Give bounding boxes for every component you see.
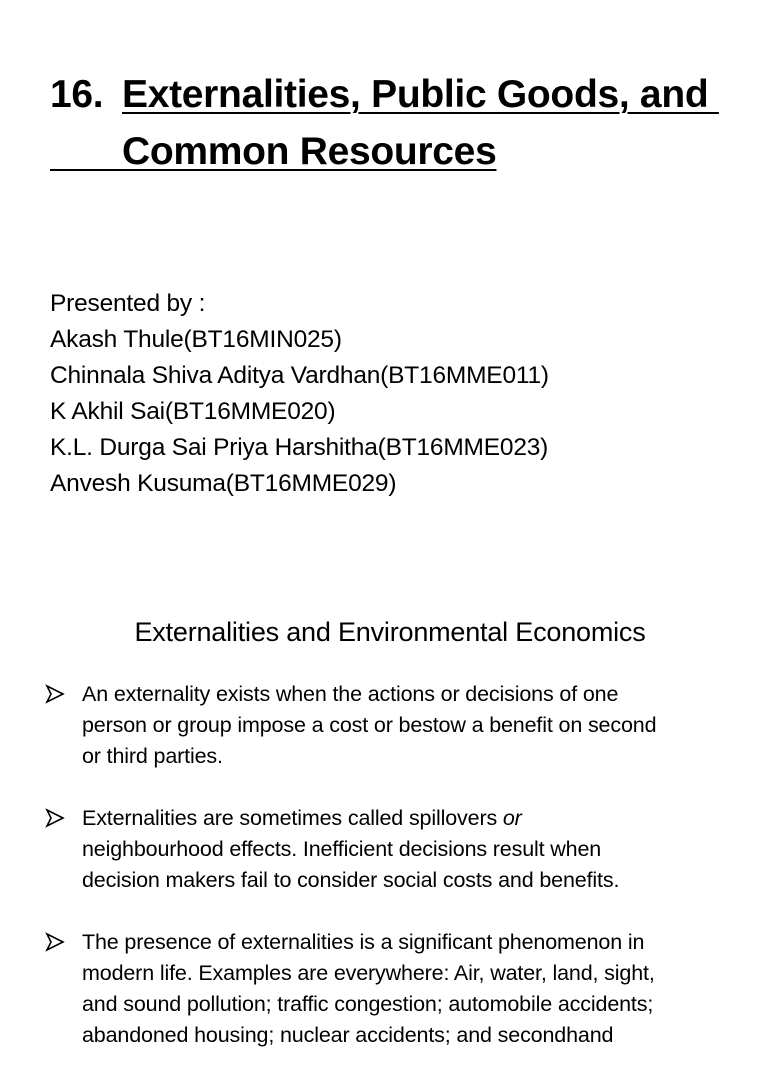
bullet-text	[82, 679, 746, 772]
presenter-name: Chinnala Shiva Aditya Vardhan(BT16MME011)	[50, 362, 549, 389]
bullet-item	[46, 803, 746, 896]
presenter-name: Anvesh Kusuma(BT16MME029)	[50, 470, 397, 497]
presenters-heading: Presented by :	[50, 290, 206, 317]
arrowhead-bullet-icon	[46, 685, 64, 703]
bullet-line: modern life. Examples are everywhere: Air, water, land, sight,	[82, 961, 655, 985]
bullet-line: and sound pollution; traffic congestion; automobile accidents;	[82, 992, 654, 1016]
bullet-line	[82, 803, 746, 834]
section-heading: Externalities and Environmental Economics	[134, 617, 646, 647]
arrowhead-bullet-icon	[46, 809, 64, 827]
bullet-line-emphasis: or	[502, 806, 522, 830]
bullet-line: The presence of externalities is a significant phenomenon in	[82, 930, 645, 954]
page-title	[50, 66, 760, 180]
presenter-name: K Akhil Sai(BT16MME020)	[50, 398, 336, 425]
bullet-item	[46, 679, 746, 772]
arrowhead-bullet-icon	[46, 933, 64, 951]
bullet-line: An externality exists when the actions or decisions of one	[82, 682, 619, 706]
title-line-2: Common Resources	[122, 130, 497, 173]
bullet-text	[82, 803, 746, 896]
presenters-block	[50, 286, 549, 502]
bullet-line: abandoned housing; nuclear accidents; and secondhand	[82, 1023, 614, 1047]
title-line-1: Externalities, Public Goods, and	[122, 73, 719, 116]
title-number: 16.	[50, 73, 104, 116]
bullet-text	[82, 927, 746, 1051]
presenter-name: Akash Thule(BT16MIN025)	[50, 326, 342, 353]
title-underline-lead	[50, 129, 122, 171]
bullet-list	[46, 679, 746, 1082]
bullet-line: decision makers fail to consider social costs and benefits.	[82, 868, 620, 892]
presenter-name: K.L. Durga Sai Priya Harshitha(BT16MME023)	[50, 434, 549, 461]
title-line-2-row	[50, 123, 760, 180]
bullet-line: or third parties.	[82, 744, 223, 768]
bullet-line: neighbourhood effects. Inefficient decisions result when	[82, 837, 602, 861]
bullet-line: person or group impose a cost or bestow a benefit on second	[82, 713, 657, 737]
bullet-item	[46, 927, 746, 1051]
bullet-line-main: Externalities are sometimes called spillovers	[82, 806, 503, 830]
